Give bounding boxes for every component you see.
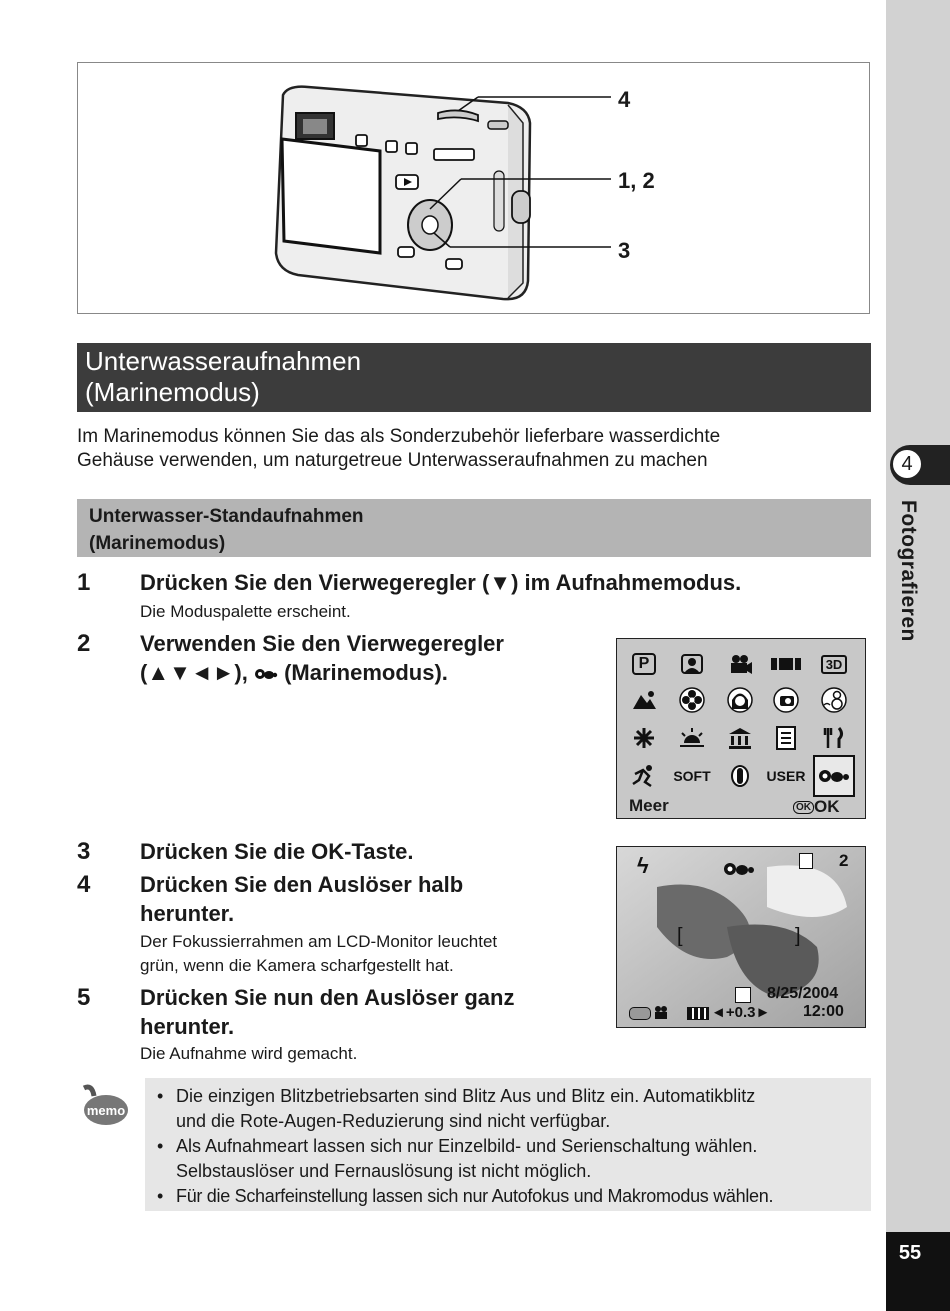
subsection-heading: Unterwasser-Standaufnahmen (Marinemodus) [77, 499, 871, 557]
memo-item: • Für die Scharfeinstellung lassen sich nur Autofokus und Makromodus wählen. [157, 1184, 863, 1209]
user-mode-label: USER [766, 768, 806, 784]
movie-mode-icon [723, 649, 757, 679]
focus-frame-left: [ [677, 925, 683, 947]
record-mode-icon [629, 1007, 651, 1020]
camera-illustration [78, 63, 868, 312]
step-5-desc: Die Aufnahme wird gemacht. [140, 1044, 358, 1063]
step-4-desc: Der Fokussierrahmen am LCD-Monitor leuchtet grün, wenn die Kamera scharfgestellt hat. [140, 932, 498, 975]
mode-palette-screen [616, 638, 866, 819]
chapter-title: Fotografieren [897, 500, 920, 642]
memo-icon [78, 1082, 130, 1135]
3d-mode-icon: 3D [817, 649, 851, 679]
memo-item: • Als Aufnahmeart lassen sich nur Einzelbild- und Serienschaltung wählen. Selbstauslöser und Fernauslösung ist nicht möglich. [157, 1134, 863, 1184]
section-heading [77, 343, 871, 412]
step-3-number: 3 [77, 838, 91, 865]
capture-preview-screen [616, 846, 866, 1028]
page-number: 55 [898, 1242, 922, 1264]
mode-name-label: Meer [629, 796, 669, 815]
step-1-number: 1 [77, 569, 91, 596]
step-5-title: Drücken Sie nun den Auslöser ganz herunter. [140, 985, 515, 1039]
marine-mode-icon [254, 666, 278, 682]
program-mode-icon: P [627, 649, 661, 679]
food-mode-icon [817, 723, 851, 753]
continuous-shooting-icon [653, 1005, 671, 1024]
step-5-number: 5 [77, 984, 91, 1011]
step-2-title: Verwenden Sie den Vierwegeregler (▲▼◄►), (Marinemodus). [140, 631, 504, 685]
sunset-mode-icon [675, 723, 709, 753]
flower-mode-icon [675, 685, 709, 715]
step-3-title: Drücken Sie die OK-Taste. [140, 839, 414, 864]
memo-list [145, 1078, 871, 1209]
sport-mode-icon [627, 761, 661, 791]
museum-mode-icon [723, 723, 757, 753]
section-title-line1: Unterwasseraufnahmen [85, 346, 362, 376]
panorama-mode-icon [769, 649, 803, 679]
section-intro: Im Marinemodus können Sie das als Sonderzubehör lieferbare wasserdichte Gehäuse verwenden, um naturgetreue Unterwasseraufnahmen zu machen [77, 426, 721, 471]
memory-icon [799, 853, 813, 869]
frame-composite-icon [723, 761, 757, 791]
camera-figure [77, 62, 870, 314]
marine-mode-selected-icon[interactable] [813, 755, 855, 797]
step-2-number: 2 [77, 630, 91, 657]
step-4-number: 4 [77, 871, 91, 898]
self-portrait-icon [769, 685, 803, 715]
text-mode-icon [769, 723, 803, 753]
exposure-comp-icon [735, 987, 751, 1003]
remaining-shots: 2 [839, 851, 849, 870]
flash-icon: ϟ [637, 853, 649, 878]
ok-key-icon: OK [793, 801, 814, 814]
battery-icon [687, 1007, 709, 1020]
portrait-mode-icon [675, 649, 709, 679]
step-1-title: Drücken Sie den Vierwegeregler (▼) im Aufnahmemodus. [140, 570, 742, 595]
time-display: 12:00 [803, 1003, 844, 1020]
exposure-value: ◄+0.3► [711, 1004, 771, 1021]
memo-box [145, 1078, 871, 1211]
landscape-mode-icon [627, 685, 661, 715]
chapter-number: 4 [892, 449, 922, 479]
soft-mode-label: SOFT [673, 768, 711, 784]
snow-mode-icon [817, 685, 851, 715]
svg-text:memo: memo [86, 1103, 126, 1118]
step-4-title: Drücken Sie den Auslöser halb herunter. [140, 872, 464, 926]
step-1-desc: Die Moduspalette erscheint. [140, 602, 351, 621]
focus-frame-right: ] [795, 925, 801, 947]
callout-four-way: 1, 2 [618, 168, 655, 193]
section-title-line2: (Marinemodus) [85, 377, 260, 407]
soft-portrait-icon [723, 685, 757, 715]
callout-shutter: 4 [618, 87, 631, 112]
marine-mode-indicator-icon [723, 859, 755, 884]
fireworks-mode-icon [627, 723, 661, 753]
date-display: 8/25/2004 [767, 985, 839, 1002]
callout-ok-button: 3 [618, 238, 631, 263]
ok-hint: OK OK [793, 797, 840, 817]
memo-item: • Die einzigen Blitzbetriebsarten sind Blitz Aus und Blitz ein. Automatikblitz und die Rote-Augen-Reduzierung sind nicht verfügbar. [157, 1084, 863, 1134]
